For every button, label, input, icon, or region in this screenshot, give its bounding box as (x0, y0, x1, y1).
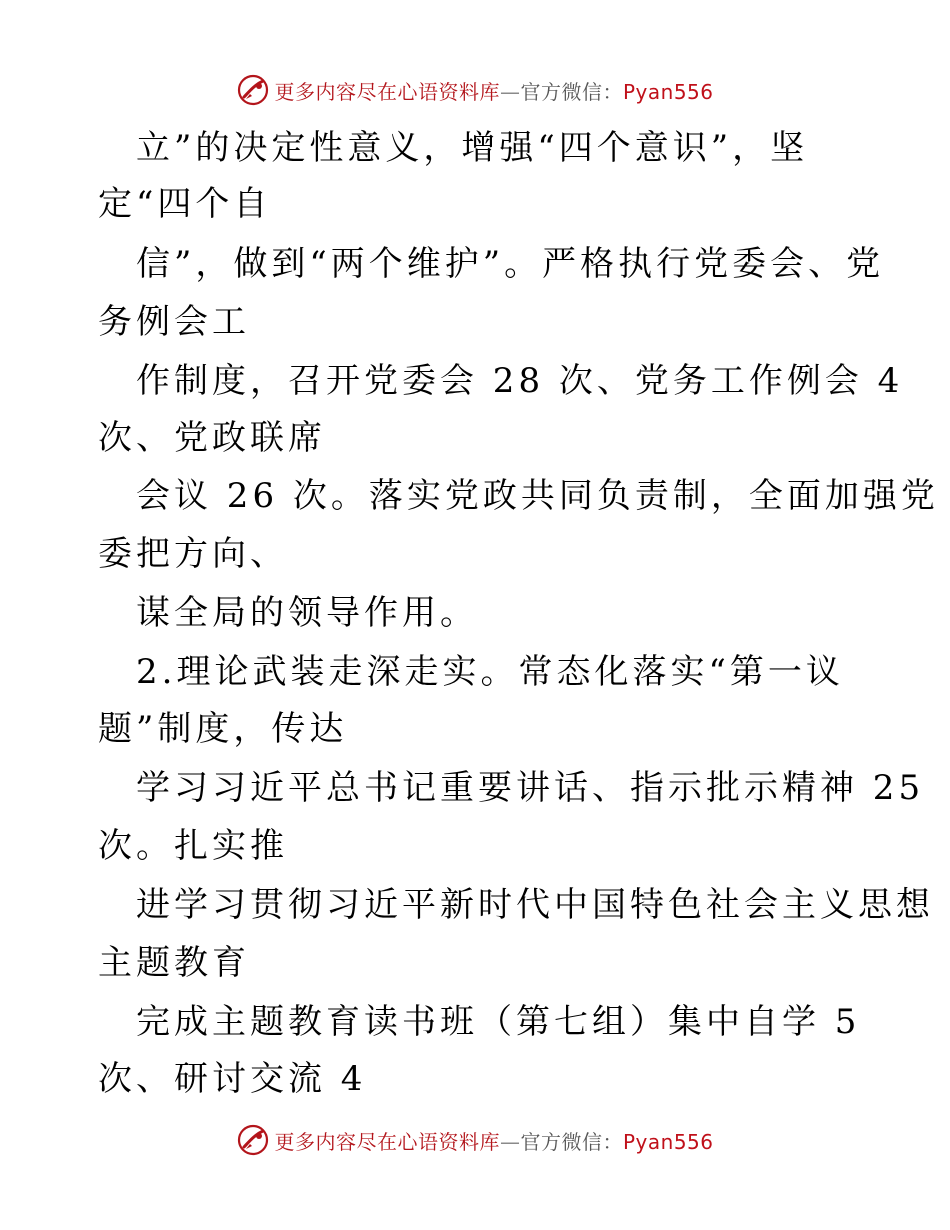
text-line: 作制度，召开党委会 28 次、党务工作例会 4 (136, 361, 904, 401)
text-line: 委把方向、 (98, 534, 288, 574)
header-watermark (0, 70, 950, 110)
text-line: 会议 26 次。落实党政共同负责制，全面加强党 (136, 476, 939, 516)
text-line: 信”，做到“两个维护”。严格执行党委会、党 (136, 244, 885, 284)
watermark-lead: 更多内容尽在心语资料库 (274, 1129, 500, 1154)
text-line: 完成主题教育读书班（第七组）集中自学 5 (136, 1002, 861, 1042)
watermark-wechat-label: 官方微信： (520, 1129, 623, 1154)
text-line: 次、研讨交流 4 (98, 1059, 367, 1099)
pen-logo-icon (236, 1123, 270, 1157)
pen-logo-icon (236, 73, 270, 107)
footer-watermark (0, 1120, 950, 1160)
text-line: 立”的决定性意义，增强“四个意识”，坚 (136, 128, 809, 168)
text-line: 学习习近平总书记重要讲话、指示批示精神 25 (136, 768, 925, 808)
text-line: 进学习贯彻习近平新时代中国特色社会主义思想 (136, 885, 934, 925)
text-line: 务例会工 (98, 302, 250, 342)
watermark-text (274, 76, 713, 105)
watermark-wechat-id: Pyan556 (622, 79, 714, 104)
watermark-wechat-id: Pyan556 (622, 1129, 714, 1154)
watermark-lead: 更多内容尽在心语资料库 (274, 79, 500, 104)
text-line: 主题教育 (98, 943, 250, 983)
text-line: 次。扎实推 (98, 826, 288, 866)
text-line: 题”制度，传达 (98, 709, 348, 749)
watermark-text (274, 1126, 713, 1155)
text-line: 次、党政联席 (98, 418, 326, 458)
watermark-dash: — (499, 1129, 521, 1154)
watermark-wechat-label: 官方微信： (520, 79, 623, 104)
text-line: 谋全局的领导作用。 (136, 593, 478, 633)
text-line: 2.理论武装走深走实。常态化落实“第一议 (136, 652, 844, 692)
text-line: 定“四个自 (98, 184, 272, 224)
watermark-dash: — (499, 79, 521, 104)
